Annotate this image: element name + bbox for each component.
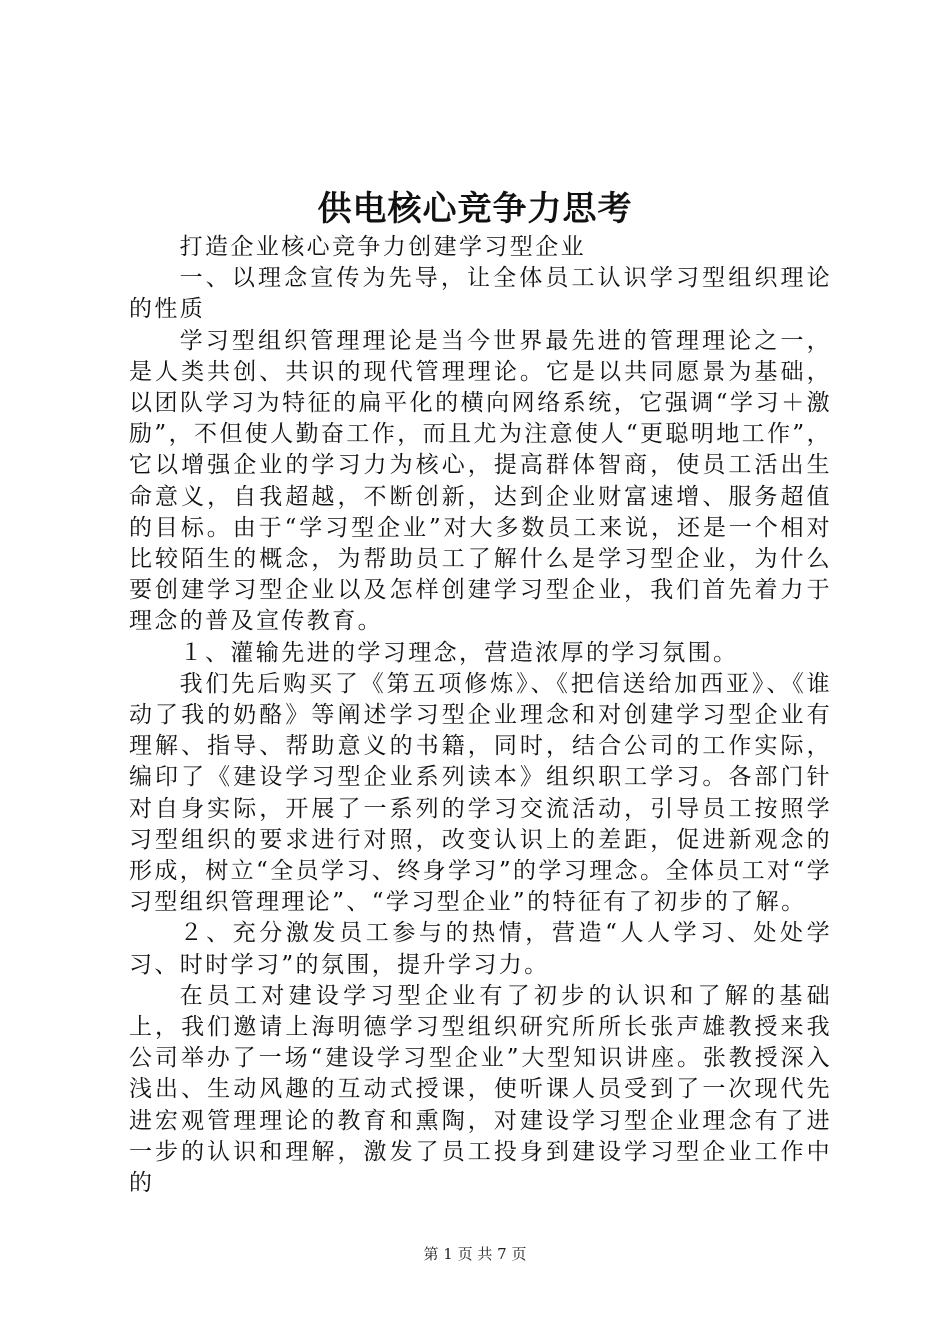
document-title: 供电核心竞争力思考 (317, 189, 633, 229)
page-footer: 第 1 页 共 7 页 (423, 1245, 527, 1263)
paragraph-subtitle: 打造企业核心竞争力创建学习型企业 (179, 234, 586, 260)
paragraph: 学习型组织管理理论是当今世界最先进的管理理论之一，是人类共创、共识的现代管理理论。它是以共同愿景为基础，以团队学习为特征的扁平化的横向网络系统，它强调“学习＋激励”，不但使人勤奋工作，而且尤为注意使人“更聪明地工作”，它以增强企业的学习力为核心，提高群体智商，使员工活出生命意义，自我超越，不断创新，达到企业财富速增、服务超值的目标。由于“学习型企业”对大多数员工来说，还是一个相对比较陌生的概念，为帮助员工了解什么是学习型企业，为什么要创建学习型企业以及怎样创建学习型企业，我们首先着力于理念的普及宣传教育。 (129, 327, 832, 635)
paragraph-section-heading: 一、以理念宣传为先导，让全体员工认识学习型组织理论的性质 (129, 265, 832, 323)
paragraph-subheading: １、灌输先进的学习理念，营造浓厚的学习氛围。 (179, 639, 739, 666)
paragraph: 在员工对建设学习型企业有了初步的认识和了解的基础上，我们邀请上海明德学习型组织研究所所长张声雄教授来我公司举办了一场“建设学习型企业”大型知识讲座。张教授深入浅出、生动风趣的互动式授课，使听课人员受到了一次现代先进宏观管理理论的教育和熏陶，对建设学习型企业理念有了进一步的认识和理解，激发了员工投身到建设学习型企业工作中的 (129, 982, 832, 1197)
document-body (129, 232, 832, 1199)
paragraph: 我们先后购买了《第五项修炼》、《把信送给加西亚》、《谁动了我的奶酪》等阐述学习型企业理念和对创建学习型企业有理解、指导、帮助意义的书籍，同时，结合公司的工作实际，编印了《建设学习型企业系列读本》组织职工学习。各部门针对自身实际，开展了一系列的学习交流活动，引导员工按照学习型组织的要求进行对照，改变认识上的差距，促进新观念的形成，树立“全员学习、终身学习”的学习理念。全体员工对“学习型组织管理理论”、“学习型企业”的特征有了初步的了解。 (129, 670, 832, 916)
paragraph-subheading: ２、充分激发员工参与的热情，营造“人人学习、处处学习、时时学习”的氛围，提升学习力。 (129, 920, 832, 978)
